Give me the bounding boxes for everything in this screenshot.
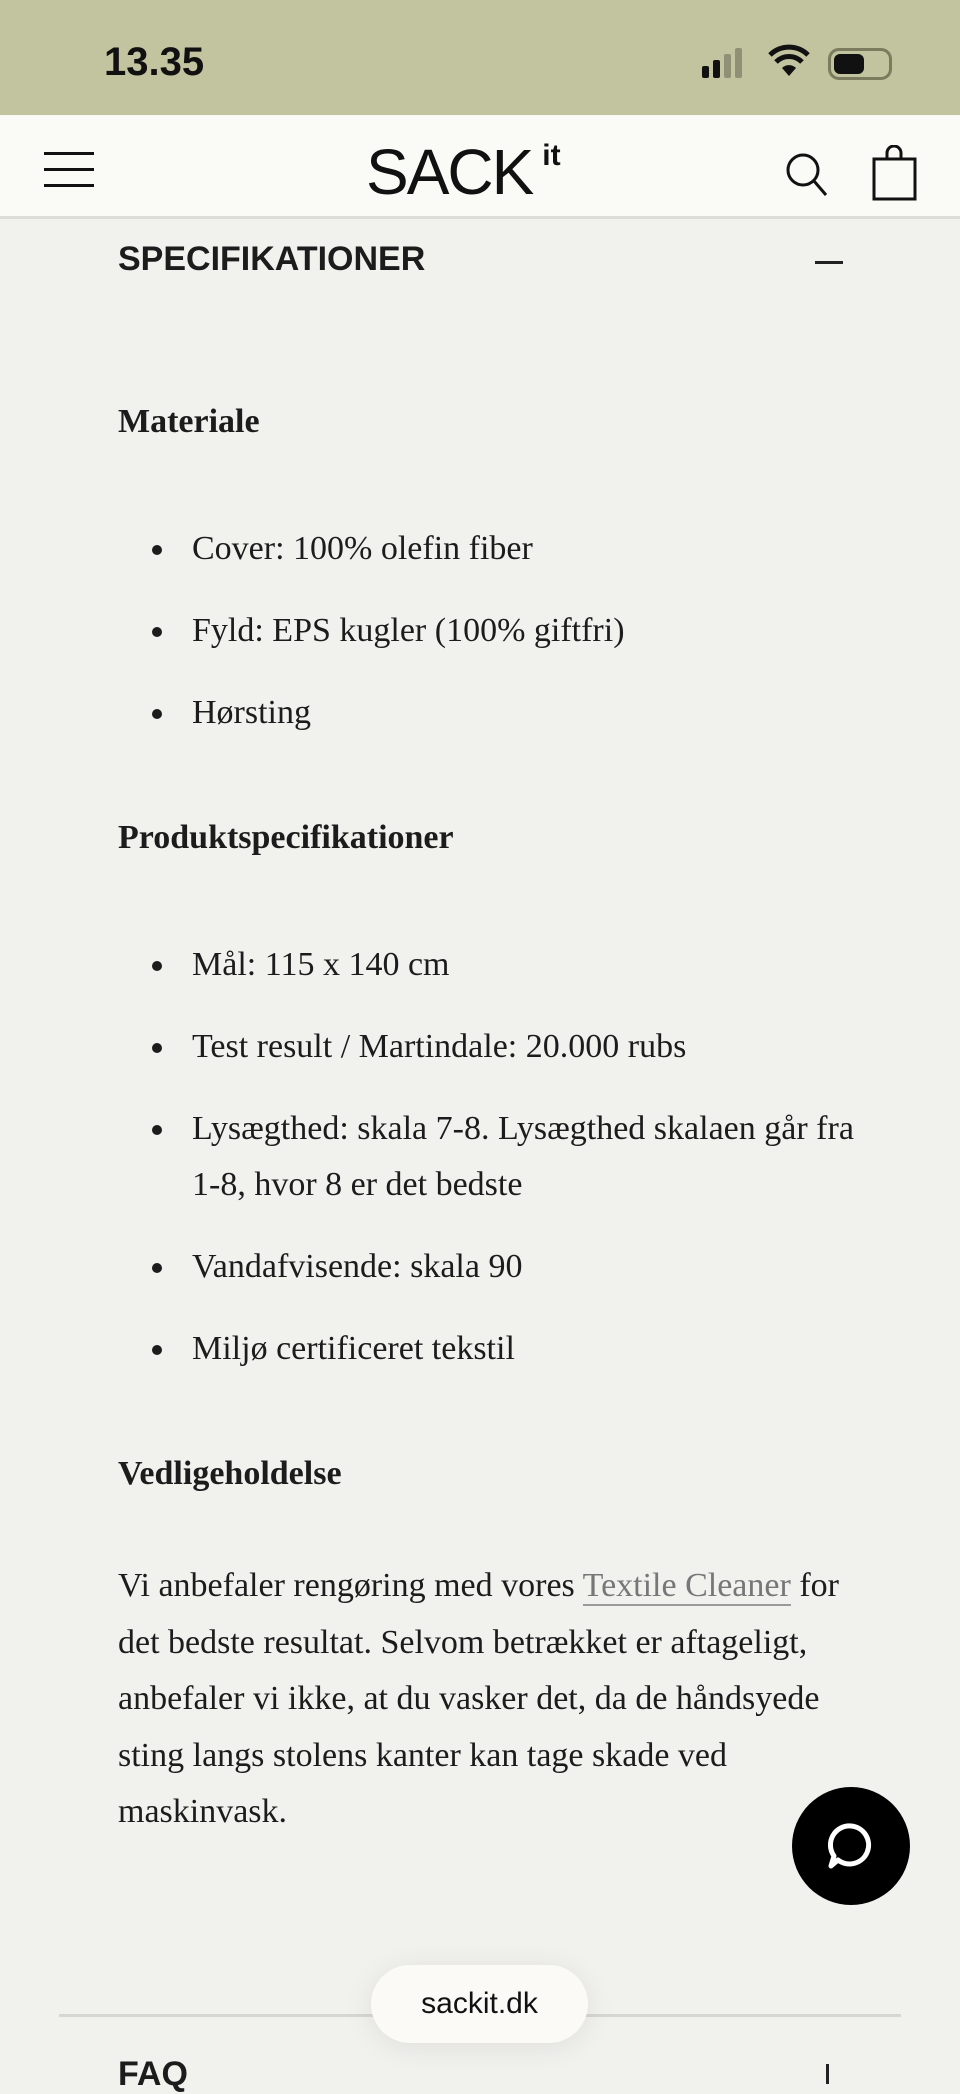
chat-icon bbox=[825, 1820, 877, 1872]
list-item: Fyld: EPS kugler (100% giftfri) bbox=[192, 603, 858, 659]
list-item: Hørsting bbox=[192, 685, 858, 741]
logo-sup: it bbox=[542, 139, 561, 172]
care-text: Vi anbefaler rengøring med vores bbox=[118, 1567, 583, 1604]
care-text: for det bedste resultat. Selvom betrækket er aftageligt, anbefaler vi ikke, at du vasker det, da de håndsyede sting langs stolens kanter kan tage skade ved maskinvask. bbox=[118, 1567, 839, 1830]
section-title[interactable]: SPECIFIKATIONER bbox=[118, 240, 426, 278]
collapse-icon[interactable] bbox=[815, 261, 843, 264]
menu-icon[interactable] bbox=[44, 152, 94, 200]
materiale-heading: Materiale bbox=[118, 403, 260, 440]
search-icon[interactable] bbox=[784, 151, 830, 197]
produkt-list bbox=[118, 937, 858, 1377]
list-item: Miljø certificeret tekstil bbox=[192, 1321, 858, 1377]
cart-icon[interactable] bbox=[872, 145, 918, 201]
list-item: Lysægthed: skala 7-8. Lysægthed skalaen går fra 1-8, hvor 8 er det bedste bbox=[192, 1101, 858, 1213]
url-pill[interactable]: sackit.dk bbox=[371, 1965, 588, 2043]
wifi-icon bbox=[768, 44, 810, 78]
status-time: 13.35 bbox=[104, 40, 205, 84]
care-paragraph bbox=[118, 1558, 858, 1841]
list-item: Cover: 100% olefin fiber bbox=[192, 521, 858, 577]
logo[interactable] bbox=[366, 135, 561, 209]
battery-icon bbox=[828, 48, 892, 80]
produkt-heading: Produktspecifikationer bbox=[118, 819, 454, 856]
list-item: Vandafvisende: skala 90 bbox=[192, 1239, 858, 1295]
vedligehold-heading: Vedligeholdelse bbox=[118, 1455, 342, 1492]
textile-cleaner-link[interactable]: Textile Cleaner bbox=[582, 1567, 791, 1604]
materiale-list bbox=[118, 521, 858, 741]
status-bar bbox=[0, 0, 960, 115]
site-header bbox=[0, 115, 960, 219]
signal-icon bbox=[702, 48, 742, 78]
faq-title[interactable]: FAQ bbox=[118, 2055, 188, 2093]
spec-content bbox=[118, 400, 858, 1841]
list-item: Mål: 115 x 140 cm bbox=[192, 937, 858, 993]
chat-button[interactable] bbox=[792, 1787, 910, 1905]
list-item: Test result / Martindale: 20.000 rubs bbox=[192, 1019, 858, 1075]
expand-icon[interactable] bbox=[826, 2064, 829, 2084]
logo-text: SACK bbox=[366, 136, 533, 208]
